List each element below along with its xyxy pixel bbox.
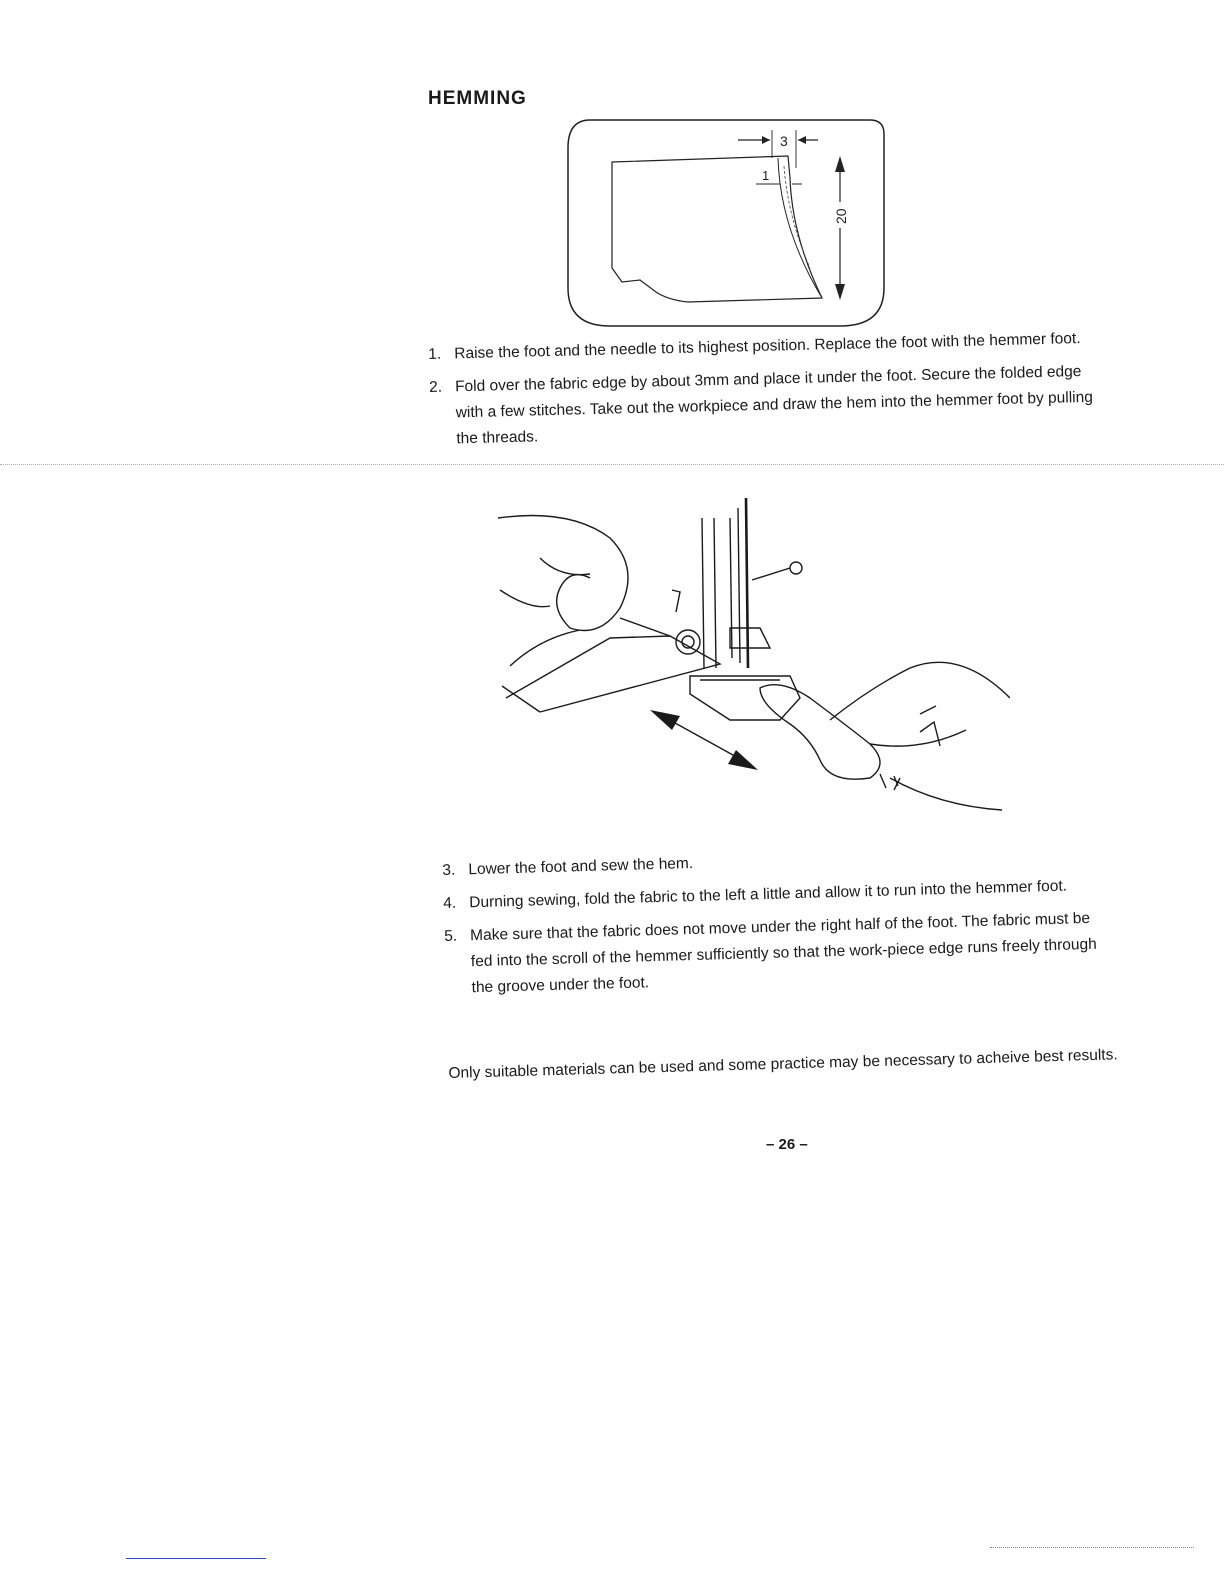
- step-number: 3.: [442, 861, 456, 879]
- hemmer-foot: [690, 676, 800, 720]
- step-item: [429, 358, 1111, 453]
- step-number: 4.: [443, 894, 457, 912]
- step-text: Durning sewing, fold the fabric to the left a little and allow it to run into the hemmer foot.: [469, 877, 1068, 912]
- step-item: [444, 905, 1116, 1002]
- left-hand: [498, 516, 628, 631]
- step-number: 5.: [443, 927, 458, 945]
- instructions-part-1: [428, 325, 1111, 460]
- step-text: Raise the foot and the needle to its highest position. Replace the foot with the hemmer foot.: [454, 330, 1081, 363]
- step-text: Make sure that the fabric does not move under the right half of the foot. The fabric must be fed into the scroll of the hemmer sufficiently so that the work-piece edge runs freely through the groove under the foot.: [469, 909, 1097, 997]
- hem-dimension-diagram: [560, 118, 890, 330]
- right-hand: [760, 685, 880, 780]
- page-number: – 26 –: [766, 1136, 808, 1153]
- bottom-left-rule: [126, 1558, 266, 1559]
- step-number: 1.: [428, 345, 442, 363]
- bottom-dotted-rule: [990, 1547, 1194, 1548]
- needle-bar: [702, 518, 704, 668]
- needle: [746, 498, 748, 668]
- page-divider: [0, 464, 1224, 465]
- page-title: HEMMING: [428, 88, 527, 109]
- feed-direction-arrow: [650, 710, 758, 770]
- step-text: Lower the foot and sew the hem.: [468, 854, 694, 879]
- step-text: Fold over the fabric edge by about 3mm and place it under the foot. Secure the folded edge with a few stitches. Take out the workpiece and draw the hem into the hemmer foot by pulling the threads.: [454, 363, 1094, 448]
- dimension-length-label: 20: [833, 208, 849, 224]
- dimension-top-label: 3: [780, 133, 788, 149]
- hemmer-foot-sewing-illustration: [490, 498, 1010, 818]
- fold-line: [784, 166, 810, 268]
- instructions-part-2: [442, 839, 1116, 1009]
- folded-edge: [778, 158, 822, 298]
- step-number: 2.: [428, 378, 443, 396]
- dimension-fold-label: 1: [762, 168, 770, 183]
- results-note: Only suitable materials can be used and some practice may be necessary to acheive best results.: [448, 1045, 1118, 1082]
